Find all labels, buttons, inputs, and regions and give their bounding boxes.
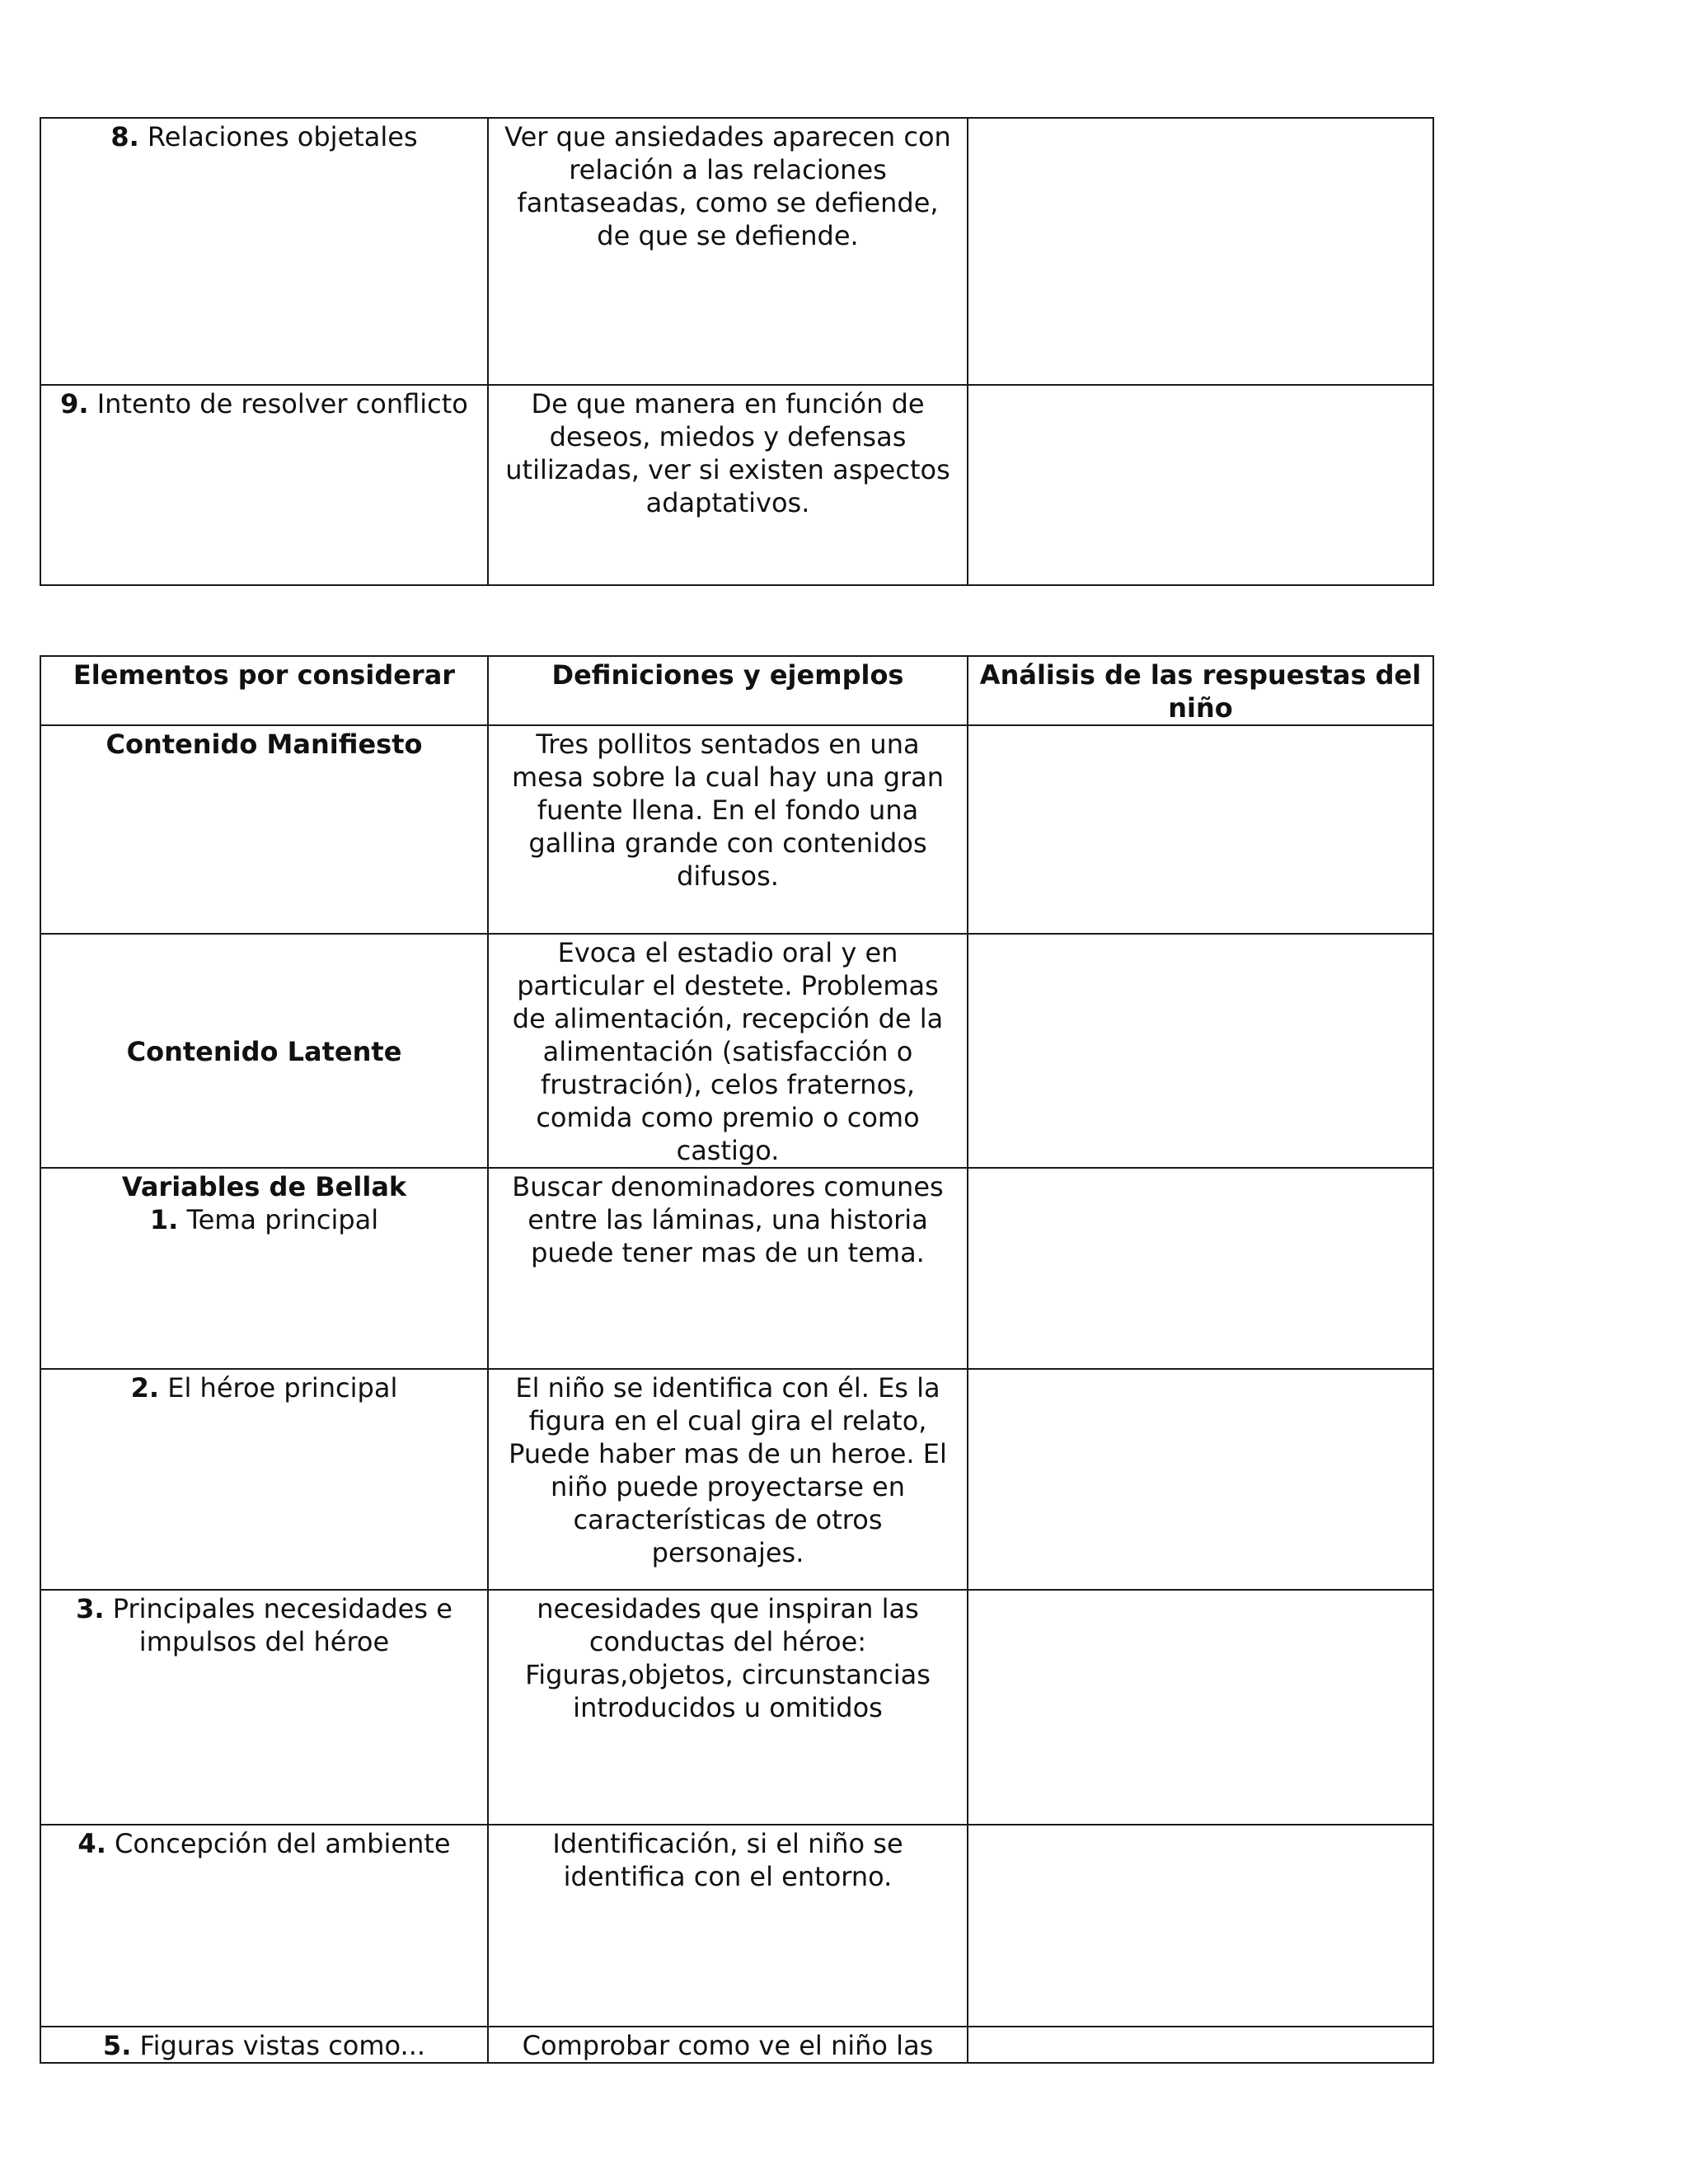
element-heading: Variables de Bellak bbox=[121, 1171, 407, 1202]
table-row bbox=[40, 1369, 1433, 1590]
definition-text: El niño se identifica con él. Es la figura en el cual gira el relato, Puede haber mas de un heroe. El niño puede proyectarse en características de otros personajes. bbox=[509, 1372, 947, 1568]
header-analysis: Análisis de las respuestas del niño bbox=[968, 656, 1433, 725]
definition-cell bbox=[488, 725, 968, 934]
definition-cell bbox=[488, 1369, 968, 1590]
element-heading: Contenido Latente bbox=[126, 1036, 402, 1067]
analysis-cell[interactable] bbox=[968, 725, 1433, 934]
table-row bbox=[40, 118, 1433, 385]
element-text: Figuras vistas como... bbox=[139, 2030, 426, 2061]
analysis-cell[interactable] bbox=[968, 385, 1433, 585]
header-elements: Elementos por considerar bbox=[40, 656, 488, 725]
element-number: 9. bbox=[60, 388, 89, 419]
definition-text: Buscar denominadores comunes entre las láminas, una historia puede tener mas de un tema. bbox=[512, 1171, 944, 1268]
element-number: 3. bbox=[76, 1593, 105, 1624]
element-cell bbox=[40, 2027, 488, 2063]
definition-cell bbox=[488, 118, 968, 385]
table-row bbox=[40, 385, 1433, 585]
element-heading: Contenido Manifiesto bbox=[106, 729, 423, 760]
continuation-table bbox=[40, 117, 1434, 586]
table-row bbox=[40, 1825, 1433, 2027]
analysis-cell[interactable] bbox=[968, 1825, 1433, 2027]
header-definitions: Definiciones y ejemplos bbox=[488, 656, 968, 725]
element-cell bbox=[40, 934, 488, 1168]
definition-cell bbox=[488, 1825, 968, 2027]
element-text: Intento de resolver conflicto bbox=[96, 388, 468, 419]
element-cell bbox=[40, 1168, 488, 1369]
table-row bbox=[40, 1590, 1433, 1825]
definition-text: Comprobar como ve el niño las bbox=[522, 2030, 934, 2061]
element-text: Concepción del ambiente bbox=[115, 1828, 451, 1859]
header-row bbox=[40, 656, 1433, 725]
definition-text: Ver que ansiedades aparecen con relación a las relaciones fantaseadas, como se defiende, de que se defiende. bbox=[504, 121, 951, 251]
definition-text: De que manera en función de deseos, miedos y defensas utilizadas, ver si existen aspectos adaptativos. bbox=[505, 388, 950, 518]
table-row bbox=[40, 2027, 1433, 2063]
analysis-cell[interactable] bbox=[968, 2027, 1433, 2063]
element-number: 8. bbox=[110, 121, 139, 152]
table-row bbox=[40, 725, 1433, 934]
analysis-cell[interactable] bbox=[968, 118, 1433, 385]
element-text: El héroe principal bbox=[167, 1372, 398, 1404]
element-text: Tema principal bbox=[186, 1204, 379, 1235]
definition-cell bbox=[488, 1168, 968, 1369]
table-row bbox=[40, 934, 1433, 1168]
element-cell bbox=[40, 1825, 488, 2027]
element-cell bbox=[40, 118, 488, 385]
element-text: Principales necesidades e impulsos del héroe bbox=[112, 1593, 452, 1657]
table-row bbox=[40, 1168, 1433, 1369]
definition-cell bbox=[488, 934, 968, 1168]
definition-text: necesidades que inspiran las conductas del héroe: Figuras,objetos, circunstancias introducidos u omitidos bbox=[525, 1593, 931, 1723]
element-number: 5. bbox=[102, 2030, 132, 2061]
analysis-cell[interactable] bbox=[968, 1369, 1433, 1590]
element-cell bbox=[40, 1590, 488, 1825]
analysis-cell[interactable] bbox=[968, 1168, 1433, 1369]
element-cell bbox=[40, 725, 488, 934]
analysis-cell[interactable] bbox=[968, 934, 1433, 1168]
definition-cell bbox=[488, 1590, 968, 1825]
element-number: 2. bbox=[130, 1372, 160, 1404]
element-number: 1. bbox=[149, 1204, 179, 1235]
element-number: 4. bbox=[77, 1828, 106, 1859]
definition-cell bbox=[488, 385, 968, 585]
analysis-table bbox=[40, 655, 1434, 2064]
element-text: Relaciones objetales bbox=[147, 121, 418, 152]
definition-cell bbox=[488, 2027, 968, 2063]
definition-text: Identificación, si el niño se identifica con el entorno. bbox=[552, 1828, 903, 1892]
definition-text: Tres pollitos sentados en una mesa sobre la cual hay una gran fuente llena. En el fondo una gallina grande con contenidos difusos. bbox=[511, 729, 945, 892]
element-cell bbox=[40, 1369, 488, 1590]
element-cell bbox=[40, 385, 488, 585]
analysis-cell[interactable] bbox=[968, 1590, 1433, 1825]
definition-text: Evoca el estadio oral y en particular el destete. Problemas de alimentación, recepción de la alimentación (satisfacción o frustración), celos fraternos, comida como premio o como castigo. bbox=[512, 937, 944, 1166]
